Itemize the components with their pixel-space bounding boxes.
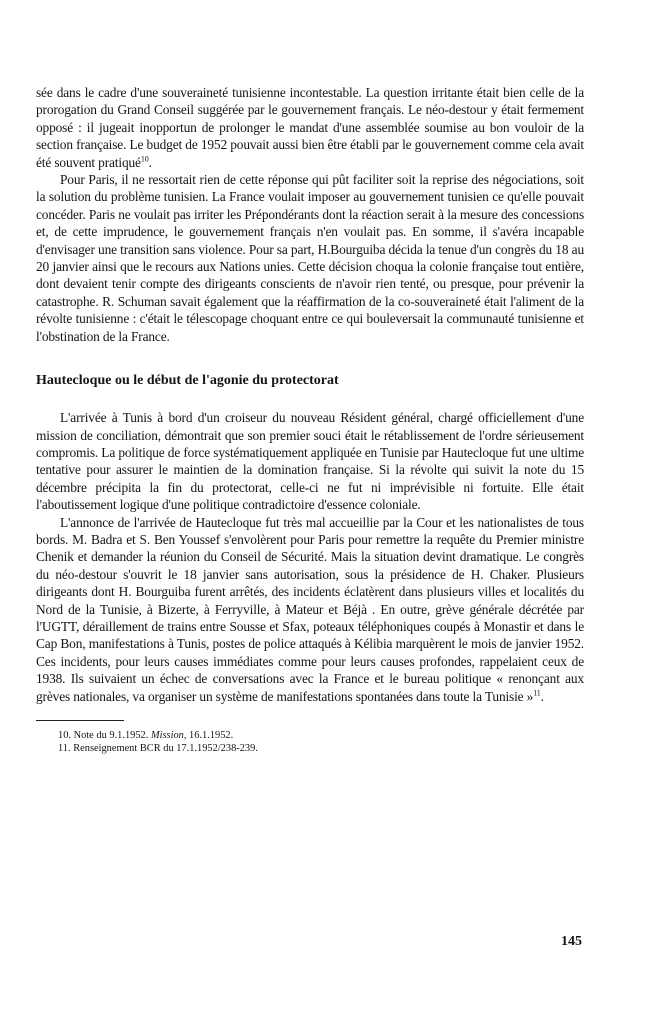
footnote-10: 10. Note du 9.1.1952. Mission, 16.1.1952. (58, 730, 234, 741)
paragraph-1: sée dans le cadre d'une souveraineté tunisienne incontestable. La question irritante était bien celle de la prorogation du Grand Conseil suggérée par le gouvernement français. Le néo-destour y était fermement opposé : il jugeait inopportun de prolonger le mandat d'une assemblée soumise au bon vouloir de la section française. Le budget de 1952 pouvait aussi bien être établi par le gouvernement comme cela avait été souvent pratiqué$^{10}$. (36, 85, 584, 170)
paragraph-2: Pour Paris, il ne ressortait rien de cette réponse qui pût faciliter soit la reprise des négociations, soit la solution du problème tunisien. La France voulait imposer au gouvernement tunisien ce qu'elle pouvait concéder. Paris ne voulait pas irriter les Prépondérants dont la réaction serait à la mesure des concessions et, de cette imprudence, le gouvernement français n'en voulait pas. En somme, il s'avéra incapable d'envisager une transition sans violence. Pour sa part, H.Bourguiba décida la tenue d'un congrès du 18 au 20 janvier ainsi que le recours aux Nations unies. Cette décision choqua la colonie française tout entière, dont devaient tenir compte des dirigeants conscients de n'avoir rien tenté, ou presque, pour prévenir la catastrophe. R. Schuman savait également que la réaffirmation de la co-souveraineté était l'aliment de la révolte tunisienne : c'était le télescopage choquant entre ce qui bouleversait la communauté tunisienne et l'obstination de la France. (36, 172, 584, 344)
paragraph-3: L'arrivée à Tunis à bord d'un croiseur du nouveau Résident général, chargé officiellement d'une mission de conciliation, démontrait que son premier souci était le rétablissement de l'ordre sérieusement compromis. La politique de force systématiquement appliquée en Tunisie par Hautecloque fut une ultime tentative pour assurer le maintien de la domination française. Si la révolte qui suivit la note du 15 décembre précipita la fin du protectorat, celle-ci ne fut ni imprévisible ni fortuite. Elle était l'aboutissement logique d'une politique contradictoire d'essence coloniale. (36, 410, 584, 513)
page-number: 145 (561, 934, 582, 949)
paragraph-4: L'annonce de l'arrivée de Hautecloque fut très mal accueillie par la Cour et les nationalistes de tous bords. M. Badra et S. Ben Youssef s'envolèrent pour Paris pour remettre la requête du Premier ministre Chenik et demander la réunion du Conseil de Sécurité. Mais la situation devint dramatique. Le congrès du néo-destour s'ouvrit le 18 janvier sans autorisation, sous la présidence de H. Chaker. Plusieurs dirigeants dont H. Bourguiba furent arrêtés, des incidents éclatèrent dans plusieurs villes et localités du Nord de la Tunisie, à Bizerte, à Ferryville, à Mateur et Béjà . En outre, grève générale décrétée par l'UGTT, déraillement de trains entre Sousse et Sfax, poteaux téléphoniques coupés à Monastir et dans le Cap Bon, manifestations à Tunis, postes de police attaqués à Kélibia marquèrent le mois de janvier 1952. Ces incidents, pour leurs causes immédiates comme pour leurs causes profondes, rappelaient ceux de 1938. Ils suivaient un échec de conversations avec la France et le bureau politique « renonçant aux grèves nationales, va organiser un système de manifestations spontanées dans toute la Tunisie »$^{11}$. (36, 514, 584, 704)
section-title: Hautecloque ou le début de l'agonie du protectorat (36, 373, 339, 389)
footnote-ref-11[interactable]: 11 (533, 688, 541, 698)
footnote-11: 11. Renseignement BCR du 17.1.1952/238-239. (58, 743, 258, 754)
page-body (36, 84, 584, 755)
paragraph-text: sée dans le cadre d'une souveraineté tunisienne incontestable. La question irritante était bien celle de la prorogation du Grand Conseil suggérée par le gouvernement français. Le néo-destour y était fermement opposé : il jugeait inopportun de prolonger le mandat d'une assemblée soumise au bon vouloir de la section française. Le budget de 1952 pouvait aussi bien être établi par le gouvernement comme cela avait été souvent pratiqué (36, 85, 584, 170)
paragraph-text: L'annonce de l'arrivée de Hautecloque fut très mal accueillie par la Cour et les nationalistes de tous bords. M. Badra et S. Ben Youssef s'envolèrent pour Paris pour remettre la requête du Premier ministre Chenik et demander la réunion du Conseil de Sécurité. Mais la situation devint dramatique. Le congrès du néo-destour s'ouvrit le 18 janvier sans autorisation, sous la présidence de H. Chaker. Plusieurs dirigeants dont H. Bourguiba furent arrêtés, des incidents éclatèrent dans plusieurs villes et localités du Nord de la Tunisie, à Bizerte, à Ferryville, à Mateur et Béjà . En outre, grève générale décrétée par l'UGTT, déraillement de trains entre Sousse et Sfax, poteaux téléphoniques coupés à Monastir et dans le Cap Bon, manifestations à Tunis, postes de police attaqués à Kélibia marquèrent le mois de janvier 1952. Ces incidents, pour leurs causes immédiates comme pour leurs causes profondes, rappelaient ceux de 1938. Ils suivaient un échec de conversations avec la France et le bureau politique « renonçant aux grèves nationales, va organiser un système de manifestations spontanées dans toute la Tunisie » (36, 514, 584, 704)
footnote-divider (36, 720, 124, 721)
footnote-ref-10[interactable]: 10 (140, 154, 149, 164)
